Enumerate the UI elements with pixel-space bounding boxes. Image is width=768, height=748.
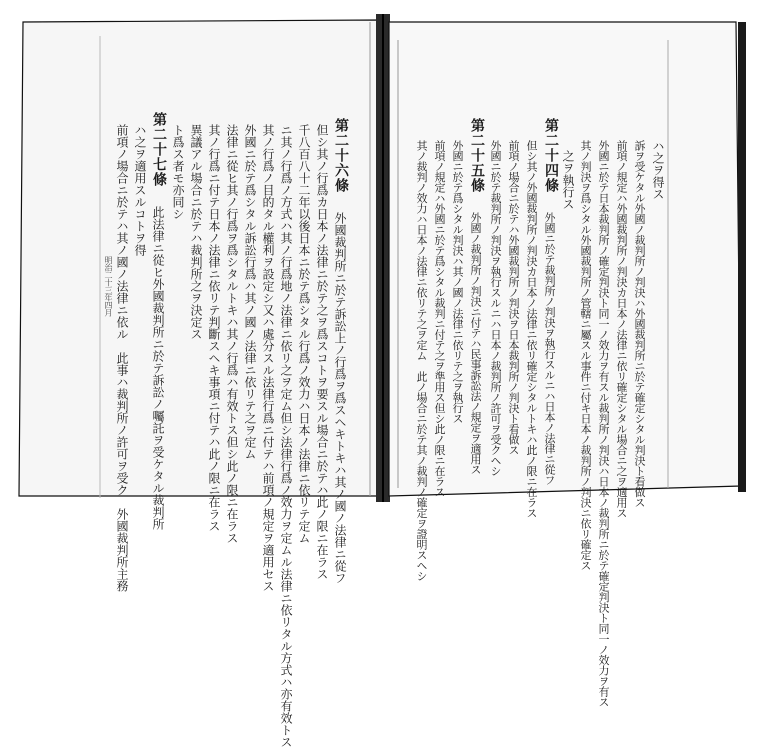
article-24-line: 但シ其ノ外國裁判所ノ判決カ日本ノ法律ニ依リ確定シタルトキハ此ノ限ニ在ラス	[525, 140, 538, 518]
article-25-line: 外國ニ於テ爲シタル判決ハ其ノ國ノ法律ニ依リテ之ヲ執行ス	[451, 140, 464, 424]
article-27-heading: 第二十七條	[151, 112, 167, 187]
article-24-line: 前項ノ場合ニ於テハ外國裁判所ノ判決ヲ日本裁判所ノ判決ト看做ス	[507, 140, 520, 455]
article-26-line: ト爲ス者モ亦同シ	[171, 124, 185, 220]
article-23-line: 之ヲ執行ス	[561, 150, 575, 210]
article-25-line: 其ノ裁判ノ效力ハ日本ノ法律ニ依リテ之ヲ定ム 此ノ場合ニ於テ其ノ裁判ノ確定ヲ證明スヘシ	[415, 140, 428, 581]
margin-note: 明治二十三年四月	[104, 256, 113, 316]
article-26-line: 其ノ行爲ニ付テ日本ノ法律ニ依リテ判斷スヘキ事項ニ付テハ此ノ限ニ在ラス	[207, 124, 221, 532]
article-26-line: 法律ニ從ヒ其ノ行爲ヲ爲シタルトキハ其ノ行爲ハ有效トス但シ此ノ限ニ在ラス	[225, 124, 239, 544]
article-27-line: ハ之ヲ適用スルコトヲ得	[133, 124, 147, 256]
article-23-line: 外國ニ於テ日本裁判所ノ確定判決ト同一ノ效力ヲ有スル裁判所ノ判決ハ日本ノ裁判所ニ於テ確定判決ト同一ノ效力ヲ有ス	[597, 140, 610, 707]
article-26-heading: 第二十六條	[333, 118, 349, 193]
article-23-line: 訴ヲ受ケタル外國ノ裁判所ノ判決ハ外國裁判所ニ於テ確定シタル判決ト看做ス	[633, 140, 646, 508]
article-24-line: 外國ニ於テ裁判所ノ判決ヲ執行スルニハ日本ノ法律ニ從フ	[543, 212, 556, 485]
article-24-heading: 第二十四條	[543, 118, 559, 193]
article-26-line: 但シ其ノ行爲カ日本ノ法律ニ於テ之ヲ爲スコトヲ要スル場合ニ於テハ此ノ限ニ在ラス	[315, 124, 329, 580]
article-24-line: 外國ニ於テ裁判所ノ判決ヲ執行スルニハ日本ノ裁判所ノ許可ヲ受クヘシ	[489, 140, 502, 476]
article-26-line: 千八百八十二年以後日本ニ於テ爲シタル行爲ノ效力ハ日本ノ法律ニ依リテ定ム	[297, 124, 311, 544]
article-26-line: 其ノ行爲ノ目的タル權利ヲ設定シ又ハ處分スル法律行爲ニ付テハ前項ノ規定ヲ適用セス	[261, 124, 275, 592]
article-27-line: 此法律ニ從ヒ外國裁判所ニ於テ訴訟ノ囑託ヲ受ケタル裁判所	[151, 206, 165, 530]
article-27-line: 前項ノ場合ニ於テハ其ノ國ノ法律ニ依ル 此事ハ裁判所ノ許可ヲ受ク 外國裁判所主務	[115, 124, 129, 592]
article-23-line: ハ之ヲ得ス	[651, 140, 665, 200]
article-26-line: 外國ニ於テ爲シタル訴訟行爲ハ其ノ國ノ法律ニ依リテ之ヲ定ム	[243, 124, 257, 460]
article-23-line: 前項ノ規定ハ外國裁判所ノ判決カ日本ノ法律ニ依リ確定シタル場合ニ之ヲ適用ス	[615, 140, 628, 518]
article-26-line: 異議アル場合ニ於テハ裁判所之ヲ決定ス	[189, 124, 203, 340]
article-25-heading: 第二十五條	[469, 118, 485, 193]
article-25-line: 外國ノ裁判所ノ判決ニ付テハ民事訴訟法ノ規定ヲ適用ス	[469, 212, 482, 475]
article-25-line: 前項ノ規定ハ外國ニ於テ爲シタル裁判ニ付テ之ヲ準用ス但シ此ノ限ニ在ラス	[433, 140, 446, 497]
article-26-line: 外國裁判所ニ於テ訴訟上ノ行爲ヲ爲スヘキトキハ其ノ國ノ法律ニ從フ	[333, 212, 347, 584]
article-23-line: 其ノ判決ヲ爲シタル外國裁判所ノ管轄ニ屬スル事件ニ付キ日本ノ裁判所ノ判決ニ依リ確定ス	[579, 140, 592, 571]
article-26-line: ニ其ノ行爲ノ方式ハ其ノ行爲地ノ法律ニ依リ之ヲ定ム但シ法律行爲ノ效力ヲ定ムル法律ニ依リタル方式ハ亦有效トス	[279, 124, 293, 748]
